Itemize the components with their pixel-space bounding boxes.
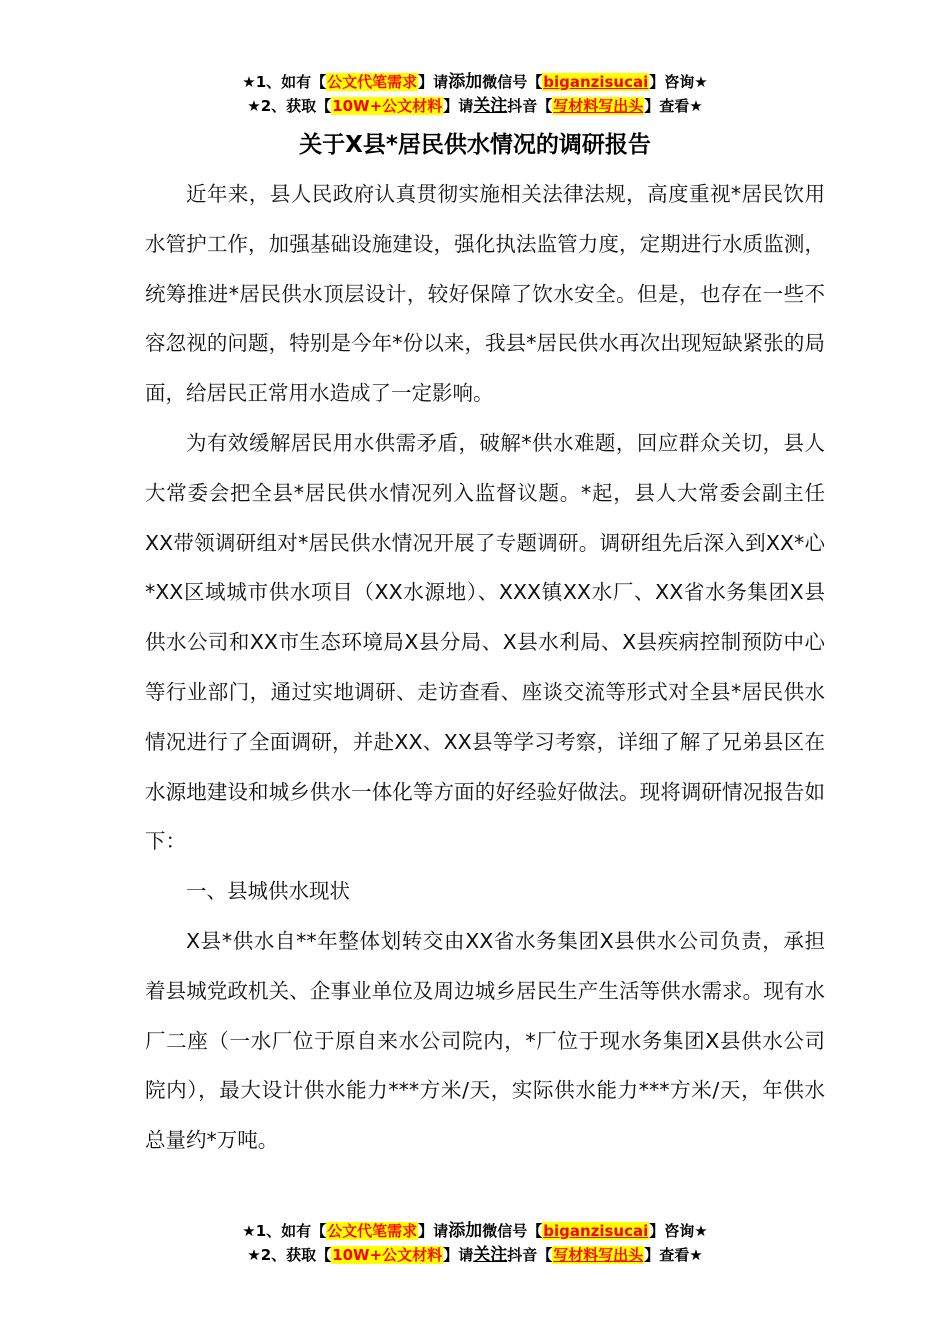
promo-tag-ghostwriting: 公文代笔需求	[327, 73, 418, 91]
footer-promo-banner	[0, 1219, 950, 1267]
promo-text: 】请	[418, 73, 449, 91]
promo-line-1	[0, 1219, 950, 1243]
promo-text: 】请	[443, 97, 474, 115]
promo-tag-ghostwriting: 公文代笔需求	[327, 1222, 418, 1240]
document-title: 关于X县*居民供水情况的调研报告	[299, 132, 651, 158]
promo-line-1	[0, 70, 950, 94]
promo-text: 】咨询★	[649, 73, 708, 91]
promo-emphasis: 关注	[473, 96, 508, 116]
promo-text: ★2、获取【	[247, 1246, 332, 1264]
header-promo-banner	[0, 70, 950, 118]
body-paragraph: X县*供水自**年整体划转交由XX省水务集团X县供水公司负责，承担着县城党政机关、企事业单位及周边城乡居民生产生活等供水需求。现有水厂二座（一水厂位于原自来水公司院内，*厂位于现水务集团X县供水公司院内），最大设计供水能力***方米/天，实际供水能力***方米/天，年供水总量约*万吨。	[145, 928, 825, 1153]
promo-text: ★1、如有【	[242, 73, 327, 91]
promo-text: 】请	[443, 1246, 474, 1264]
promo-emphasis: 添加	[448, 72, 483, 92]
promo-line-2	[0, 1243, 950, 1267]
promo-text: 】查看★	[644, 1246, 703, 1264]
promo-tag-materials: 10W+公文材料	[332, 1246, 443, 1264]
promo-text: 】请	[418, 1222, 449, 1240]
body-paragraph: 近年来，县人民政府认真贯彻实施相关法律法规，高度重视*居民饮用水管护工作，加强基础设施建设，强化执法监管力度，定期进行水质监测，统筹推进*居民供水顶层设计，较好保障了饮水安全。但是，也存在一些不容忽视的问题，特别是今年*份以来，我县*居民供水再次出现短缺紧张的局面，给居民正常用水造成了一定影响。	[145, 182, 825, 406]
douyin-account-link[interactable]: 写材料写出头	[553, 1246, 644, 1264]
promo-emphasis: 添加	[448, 1221, 483, 1241]
promo-text: 微信号【	[482, 1222, 543, 1240]
promo-text: ★1、如有【	[242, 1222, 327, 1240]
body-paragraph: 为有效缓解居民用水供需矛盾，破解*供水难题，回应群众关切，县人大常委会把全县*居民供水情况列入监督议题。*起，县人大常委会副主任XX带领调研组对*居民供水情况开展了专题调研。调研组先后深入到XX*心*XX区域城市供水项目（XX水源地）、XXX镇XX水厂、XX省水务集团X县供水公司和XX市生态环境局X县分局、X县水利局、X县疾病控制预防中心等行业部门，通过实地调研、走访查看、座谈交流等形式对全县*居民供水情况进行了全面调研，并赴XX、XX县等学习考察，详细了解了兄弟县区在水源地建设和城乡供水一体化等方面的好经验好做法。现将调研情况报告如下：	[145, 430, 825, 854]
promo-tag-materials: 10W+公文材料	[332, 97, 443, 115]
promo-text: ★2、获取【	[247, 97, 332, 115]
promo-text: 】查看★	[644, 97, 703, 115]
wechat-id-link[interactable]: biganzisucai	[543, 73, 649, 91]
douyin-account-link[interactable]: 写材料写出头	[553, 97, 644, 115]
promo-text: 抖音【	[507, 1246, 553, 1264]
section-heading: 一、县城供水现状	[186, 879, 350, 904]
wechat-id-link[interactable]: biganzisucai	[543, 1222, 649, 1240]
document-body	[145, 170, 825, 1166]
promo-emphasis: 关注	[473, 1245, 508, 1265]
promo-text: 抖音【	[507, 97, 553, 115]
promo-text: 微信号【	[482, 73, 543, 91]
promo-line-2	[0, 94, 950, 118]
promo-text: 】咨询★	[649, 1222, 708, 1240]
